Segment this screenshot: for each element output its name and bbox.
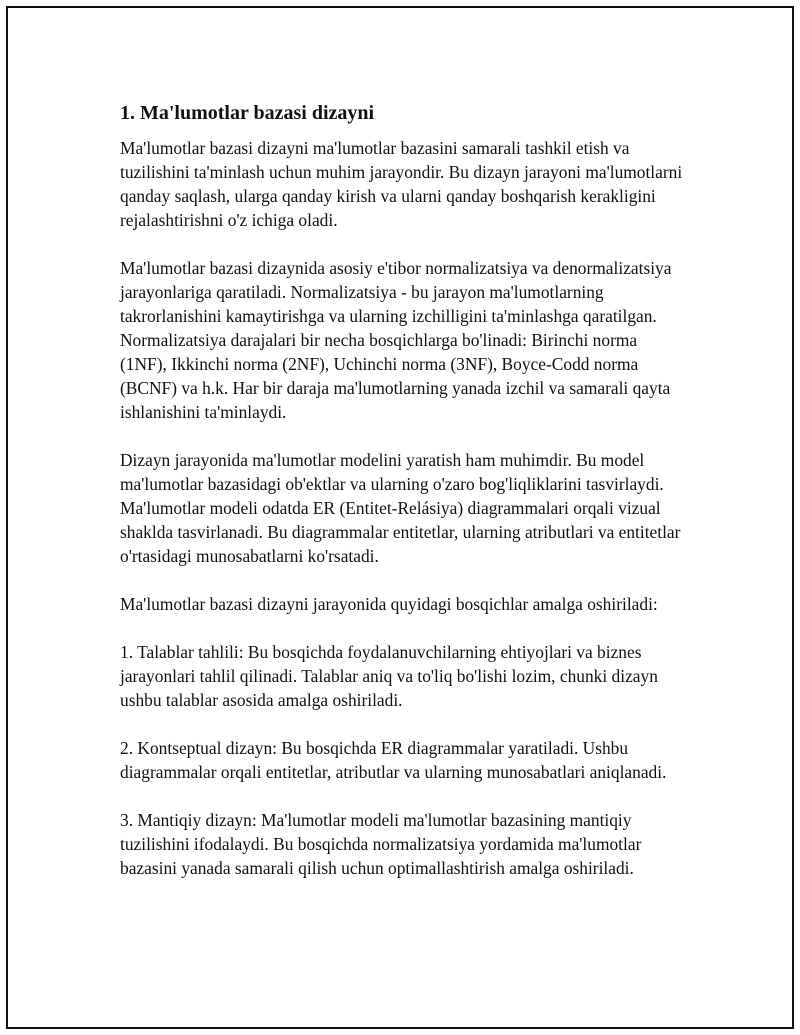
- paragraph-stage-logical: 3. Mantiqiy dizayn: Ma'lumotlar modeli ma'lumotlar bazasining mantiqiy tuzilishini ifodalaydi. Bu bosqichda normalizatsiya yordamida ma'lumotlar bazasini yanada samarali qilish uchun optimallashtirish amalga oshiriladi.: [120, 810, 642, 878]
- paragraph-stages-intro: Ma'lumotlar bazasi dizayni jarayonida quyidagi bosqichlar amalga oshiriladi:: [120, 594, 658, 614]
- paragraph-normalization: Ma'lumotlar bazasi dizaynida asosiy e'tibor normalizatsiya va denormalizatsiya jarayonlariga qaratiladi. Normalizatsiya - bu jarayon ma'lumotlarning takrorlanishini kamaytirishga va ularning izchilligini ta'minlashga qaratilgan. Normalizatsiya darajalari bir necha bosqichlarga bo'linadi: Birinchi norma (1NF), Ikkinchi norma (2NF), Uchinchi norma (3NF), Boyce-Codd norma (BCNF) va h.k. Har bir daraja ma'lumotlarning yanada izchil va samarali qayta ishlanishini ta'minlaydi.: [120, 258, 672, 422]
- paragraph-stage-conceptual: 2. Kontseptual dizayn: Bu bosqichda ER diagrammalar yaratiladi. Ushbu diagrammalar orqali entitetlar, atributlar va ularning munosabatlari aniqlanadi.: [120, 738, 667, 782]
- paragraph-stage-requirements: 1. Talablar tahlili: Bu bosqichda foydalanuvchilarning ehtiyojlari va biznes jarayonlari tahlil qilinadi. Talablar aniq va to'liq bo'lishi lozim, chunki dizayn ushbu talablar asosida amalga oshiriladi.: [120, 642, 658, 710]
- section-heading: 1. Ma'lumotlar bazasi dizayni: [120, 102, 375, 124]
- document-content: [120, 100, 688, 904]
- document-page: [6, 6, 794, 1029]
- paragraph-data-model: Dizayn jarayonida ma'lumotlar modelini yaratish ham muhimdir. Bu model ma'lumotlar bazasidagi ob'ektlar va ularning o'zaro bog'liqliklarini tasvirlaydi. Ma'lumotlar modeli odatda ER (Entitet-Relásiya) diagrammalari orqali vizual shaklda tasvirlanadi. Bu diagrammalar entitetlar, ularning atributlari va entitetlar o'rtasidagi munosabatlarni ko'rsatadi.: [120, 450, 681, 566]
- paragraph-intro: Ma'lumotlar bazasi dizayni ma'lumotlar bazasini samarali tashkil etish va tuzilishini ta'minlash uchun muhim jarayondir. Bu dizayn jarayoni ma'lumotlarni qanday saqlash, ularga qanday kirish va ularni qanday boshqarish kerakligini rejalashtirishni o'z ichiga oladi.: [120, 138, 683, 230]
